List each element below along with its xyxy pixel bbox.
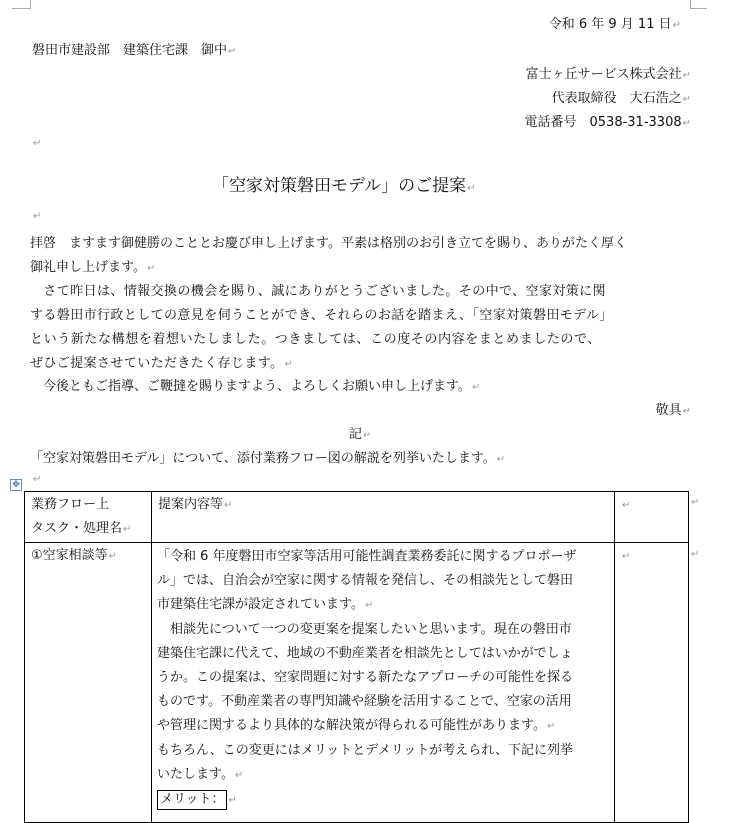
proposal-line: 建築住宅課に代えて、地域の不動産業者を相談先としてはいかがでしょ [157,646,573,661]
document-date: 令和 6 年 9 月 11 日↵ [548,17,681,32]
body-paragraph-2-line-1: さて昨日は、情報交換の機会を賜り、誠にありがとうございました。その中で、空家対策に関 [30,284,606,299]
proposal-line: もちろん、この変更にはメリットとデメリットが考えられ、下記に列挙 [157,743,574,758]
task-cell-consultation: ①空家相談等↵ [25,543,152,823]
business-flow-table [24,491,689,823]
proposal-line: いたします。↵ [157,767,244,782]
empty-cell: ↵ [615,543,689,823]
body-paragraph-1-line-1: 拝啓 ますます御健勝のこととお慶び申し上げます。平素は格別のお引き立てを賜り、ありがたく厚く [30,236,627,251]
body-paragraph-3: 今後ともご指導、ご鞭撻を賜りますよう、よろしくお願い申し上げます。↵ [30,379,481,394]
proposal-line: 市建築住宅課が設定されています。↵ [157,597,374,612]
header-cell-task [25,492,152,543]
ki-heading: 記↵ [349,427,372,442]
proposal-line: 相談先について一つの変更案を提案したいと思います。現在の磐田市 [157,622,572,637]
body-paragraph-1-line-2: 御礼申し上げます。↵ [30,260,156,275]
header-task-line-1: 業務フロー上 [31,497,110,512]
body-paragraph-2-line-3: という新たな構想を着想いたしました。つきましては、この度その内容をまとめましたので、 [30,332,601,347]
proposal-line: 「令和 6 年度磐田市空家等活用可能性調査業務委託に関するプロポーザ [157,549,577,564]
row-end-mark: ↵ [691,549,700,560]
merit-label: メリット： [157,790,227,810]
sender-representative: 代表取締役 大石浩之↵ [551,91,691,106]
paragraph-mark: ↵ [33,474,42,485]
paragraph-mark: ↵ [33,211,42,222]
header-cell-proposal: 提案内容等↵ [152,492,615,543]
closing-word: 敬具↵ [655,403,691,418]
table-move-handle[interactable]: ✥ [10,479,22,491]
merit-label-line: メリット： ↵ [157,788,614,813]
page-corner-mark-left [12,0,31,9]
paragraph-mark: ↵ [33,138,42,149]
sender-phone: 電話番号 0538-31-3308↵ [524,115,691,130]
row-end-mark: ↵ [691,497,700,508]
proposal-line: ものです。不動産業者の専門知識や経験を活用することで、空家の活用 [157,694,572,709]
sender-company: 富士ヶ丘サービス株式会社↵ [525,67,691,82]
table-row [25,543,689,823]
body-paragraph-2-line-4: ぜひご提案させていただきたく存じます。↵ [30,356,294,371]
table-intro: 「空家対策磐田モデル」について、添付業務フロー図の解説を列挙いたします。↵ [30,451,506,466]
header-cell-empty: ↵ [615,492,689,543]
addressee: 磐田市建設部 建築住宅課 御中↵ [32,43,237,58]
body-paragraph-2-line-2: する磐田市行政としての意見を伺うことができ、それらのお話を踏まえ、「空家対策磐田モデル」 [30,308,613,323]
document-title: 「空家対策磐田モデル」のご提案↵ [212,176,476,196]
page-corner-mark-right [690,0,707,9]
proposal-line: うか。この提案は、空家問題に対する新たなアプローチの可能性を探る [157,670,574,685]
table-header-row [25,492,689,543]
proposal-line: や管理に関するより具体的な解決策が得られる可能性があります。↵ [157,718,556,733]
header-task-line-2: タスク・処理名↵ [31,521,132,536]
proposal-cell-consultation [152,543,615,823]
proposal-line: ル」では、自治会が空家に関する情報を発信し、その相談先として磐田 [157,573,574,588]
